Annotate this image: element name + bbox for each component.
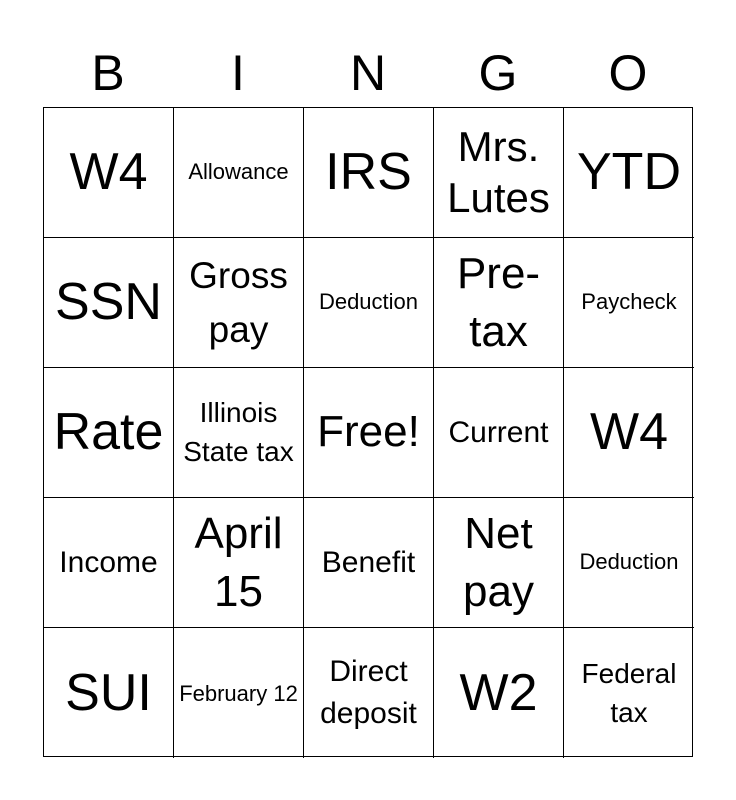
bingo-cell[interactable] [434, 628, 564, 758]
cell-label: Federal tax [581, 657, 677, 728]
bingo-cell[interactable] [434, 108, 564, 238]
bingo-cell[interactable] [174, 108, 304, 238]
header-letter-n: N [349, 45, 387, 101]
bingo-cell[interactable] [44, 498, 174, 628]
cell-label: February 12 [179, 680, 298, 706]
bingo-cell[interactable] [174, 238, 304, 368]
cell-label: Paycheck [581, 289, 677, 315]
cell-label: Illinois State tax [183, 396, 294, 467]
bingo-header [43, 40, 693, 106]
bingo-cell[interactable] [44, 108, 174, 238]
cell-label: Deduction [318, 289, 419, 315]
bingo-cell[interactable] [44, 238, 174, 368]
bingo-cell[interactable] [44, 628, 174, 758]
bingo-cell[interactable] [304, 498, 434, 628]
cell-label: Direct deposit [320, 655, 417, 730]
cell-label: Deduction [579, 549, 679, 575]
bingo-cell[interactable] [434, 498, 564, 628]
bingo-cell[interactable] [564, 238, 694, 368]
cell-label: Net pay [463, 509, 534, 616]
bingo-cell[interactable] [304, 368, 434, 498]
bingo-cell[interactable] [304, 628, 434, 758]
bingo-cell[interactable] [434, 238, 564, 368]
bingo-cell[interactable] [304, 238, 434, 368]
cell-label: W2 [459, 663, 538, 722]
bingo-cell[interactable] [174, 498, 304, 628]
cell-label: April 15 [194, 509, 283, 616]
bingo-cell[interactable] [564, 368, 694, 498]
cell-label: Pre-tax [456, 249, 541, 356]
bingo-cell[interactable] [564, 628, 694, 758]
bingo-cell[interactable] [44, 368, 174, 498]
cell-label: YTD [577, 143, 681, 202]
bingo-board [43, 107, 693, 757]
bingo-cell[interactable] [564, 108, 694, 238]
bingo-cell[interactable] [434, 368, 564, 498]
cell-label: W4 [590, 403, 668, 462]
header-letter-i: I [231, 45, 245, 101]
cell-label: Mrs. Lutes [447, 123, 550, 221]
cell-label: Gross pay [189, 254, 288, 350]
cell-label: Income [59, 545, 158, 579]
cell-label: SSN [55, 273, 162, 332]
bingo-cell[interactable] [174, 368, 304, 498]
cell-label: Current [448, 415, 549, 449]
header-letter-b: B [91, 45, 125, 101]
header-letter-o: O [608, 45, 648, 101]
cell-label: Benefit [321, 545, 416, 579]
bingo-cell[interactable] [564, 498, 694, 628]
cell-label: Free! [317, 407, 420, 457]
cell-label: Rate [53, 403, 164, 462]
cell-label: W4 [69, 143, 148, 202]
cell-label: Allowance [188, 159, 289, 185]
bingo-cell[interactable] [174, 628, 304, 758]
cell-label: SUI [65, 663, 152, 722]
header-letter-g: G [478, 45, 518, 101]
cell-label: IRS [325, 143, 412, 202]
bingo-cell[interactable] [304, 108, 434, 238]
